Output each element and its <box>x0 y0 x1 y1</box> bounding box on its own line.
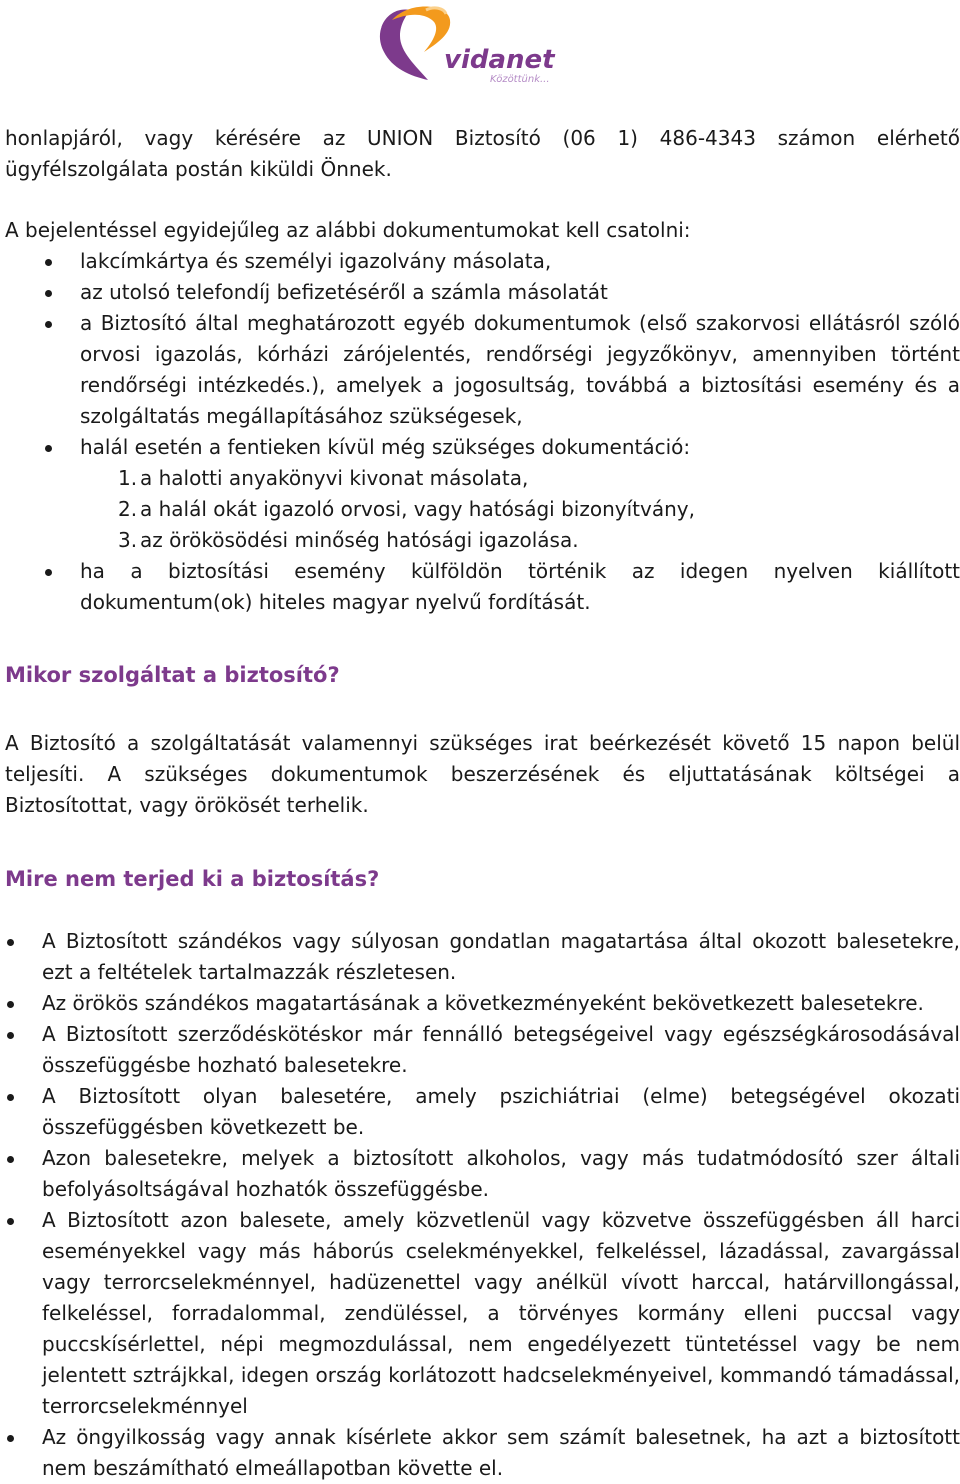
item-number: 1. <box>118 466 138 490</box>
documents-list-continued <box>5 556 960 618</box>
list-item-text: A Biztosított azon balesete, amely közvetlenül vagy közvetve összefüggésben áll harci eseményekkel vagy más háborús cselekményekkel, felkeléssel, lázadással, zavargással vagy terrorcselekménnyel, hadüzenettel vagy anélkül vívott harccal, határvillongással, felkeléssel, forradalommal, zendüléssel, a törvényes kormány elleni puccsal vagy puccskísérlettel, népi megmozdulással, nem engedélyezett tüntetéssel vagy be nem jelentett sztrájkkal, idegen ország korlátozott hadcselekményeivel, kommandó támadással, terrorcselekménnyel <box>42 1208 960 1418</box>
numbered-item-text: a halál okát igazoló orvosi, vagy hatósági bizonyítvány, <box>140 497 695 521</box>
list-item-text: halál esetén a fentieken kívül még szükséges dokumentáció: <box>80 435 691 459</box>
vidanet-logo <box>370 0 570 88</box>
documents-list <box>5 246 960 463</box>
logo-brand-text: vidanet <box>444 45 555 75</box>
numbered-item <box>5 525 960 556</box>
list-item <box>5 988 960 1019</box>
numbered-item-text: a halotti anyakönyvi kivonat másolata, <box>140 466 529 490</box>
list-item-text: Az öngyilkosság vagy annak kísérlete akkor sem számít balesetnek, ha azt a biztosított nem beszámítható elmeállapotban követte el. <box>42 1425 960 1480</box>
list-item-text: ha a biztosítási esemény külföldön történik az idegen nyelven kiállított dokumentum(ok) hiteles magyar nyelvű fordítását. <box>80 559 960 614</box>
documents-lead: A bejelentéssel egyidejűleg az alábbi dokumentumokat kell csatolni: <box>5 218 691 242</box>
list-item <box>5 1019 960 1081</box>
list-item <box>5 432 960 463</box>
section-heading-when-pays: Mikor szolgáltat a biztosító? <box>5 663 340 687</box>
bullet-icon <box>7 1001 14 1008</box>
list-item-text: A Biztosított szerződéskötéskor már fennálló betegségeivel vagy egészségkárosodásával összefüggésbe hozható balesetekre. <box>42 1022 960 1077</box>
bullet-icon <box>7 1156 14 1163</box>
list-item-text: Azon balesetekre, melyek a biztosított alkoholos, vagy más tudatmódosító szer általi befolyásoltságával hozhatók összefüggésbe. <box>42 1146 960 1201</box>
documents-block <box>5 215 960 618</box>
intro-paragraph: honlapjáról, vagy kérésére az UNION Biztosító (06 1) 486-4343 számon elérhető ügyfélszolgálata postán kiküldi Önnek. <box>5 126 960 181</box>
list-item <box>5 556 960 618</box>
list-item <box>5 1205 960 1422</box>
section1-block <box>5 728 960 821</box>
list-item-text: a Biztosító által meghatározott egyéb dokumentumok (első szakorvosi ellátásról szóló orvosi igazolás, kórházi zárójelentés, rendőrségi jegyzőkönyv, amennyiben történt rendőrségi intézkedés.), amelyek a jogosultság, továbbá a biztosítási esemény és a szolgáltatás megállapításához szükségesek, <box>80 311 960 428</box>
bullet-icon <box>7 939 14 946</box>
list-item <box>5 246 960 277</box>
section1-paragraph: A Biztosító a szolgáltatását valamennyi szükséges irat beérkezését követő 15 napon belül teljesíti. A szükséges dokumentumok beszerzésének és eljuttatásának költségei a Biztosítottat, vagy örökösét terhelik. <box>5 731 960 817</box>
intro-block <box>5 123 960 185</box>
numbered-item <box>5 494 960 525</box>
numbered-item-text: az örökösödési minőség hatósági igazolása. <box>140 528 579 552</box>
logo-tagline-text: Közöttünk... <box>490 74 550 85</box>
list-item <box>5 1422 960 1484</box>
list-item-text: A Biztosított szándékos vagy súlyosan gondatlan magatartása által okozott balesetekre, ezt a feltételek tartalmazzák részletesen. <box>42 929 960 984</box>
section-heading-exclusions: Mire nem terjed ki a biztosítás? <box>5 867 380 891</box>
bullet-icon <box>45 259 52 266</box>
exclusions-list <box>5 926 960 1484</box>
numbered-item <box>5 463 960 494</box>
item-number: 2. <box>118 497 138 521</box>
item-number: 3. <box>118 528 138 552</box>
bullet-icon <box>45 445 52 452</box>
list-item <box>5 926 960 988</box>
death-documents-list <box>5 463 960 556</box>
bullet-icon <box>7 1094 14 1101</box>
list-item-text: A Biztosított olyan balesetére, amely pszichiátriai (elme) betegségével okozati összefüggésben következett be. <box>42 1084 960 1139</box>
list-item <box>5 308 960 432</box>
bullet-icon <box>7 1435 14 1442</box>
bullet-icon <box>7 1218 14 1225</box>
list-item-text: az utolsó telefondíj befizetéséről a számla másolatát <box>80 280 608 304</box>
list-item-text: lakcímkártya és személyi igazolvány másolata, <box>80 249 552 273</box>
section2-block <box>5 926 960 1484</box>
vidanet-logo-mark <box>370 0 570 88</box>
bullet-icon <box>45 569 52 576</box>
list-item-text: Az örökös szándékos magatartásának a következményeként bekövetkezett balesetekre. <box>42 991 924 1015</box>
bullet-icon <box>7 1032 14 1039</box>
list-item <box>5 277 960 308</box>
bullet-icon <box>45 290 52 297</box>
list-item <box>5 1081 960 1143</box>
bullet-icon <box>45 321 52 328</box>
list-item <box>5 1143 960 1205</box>
